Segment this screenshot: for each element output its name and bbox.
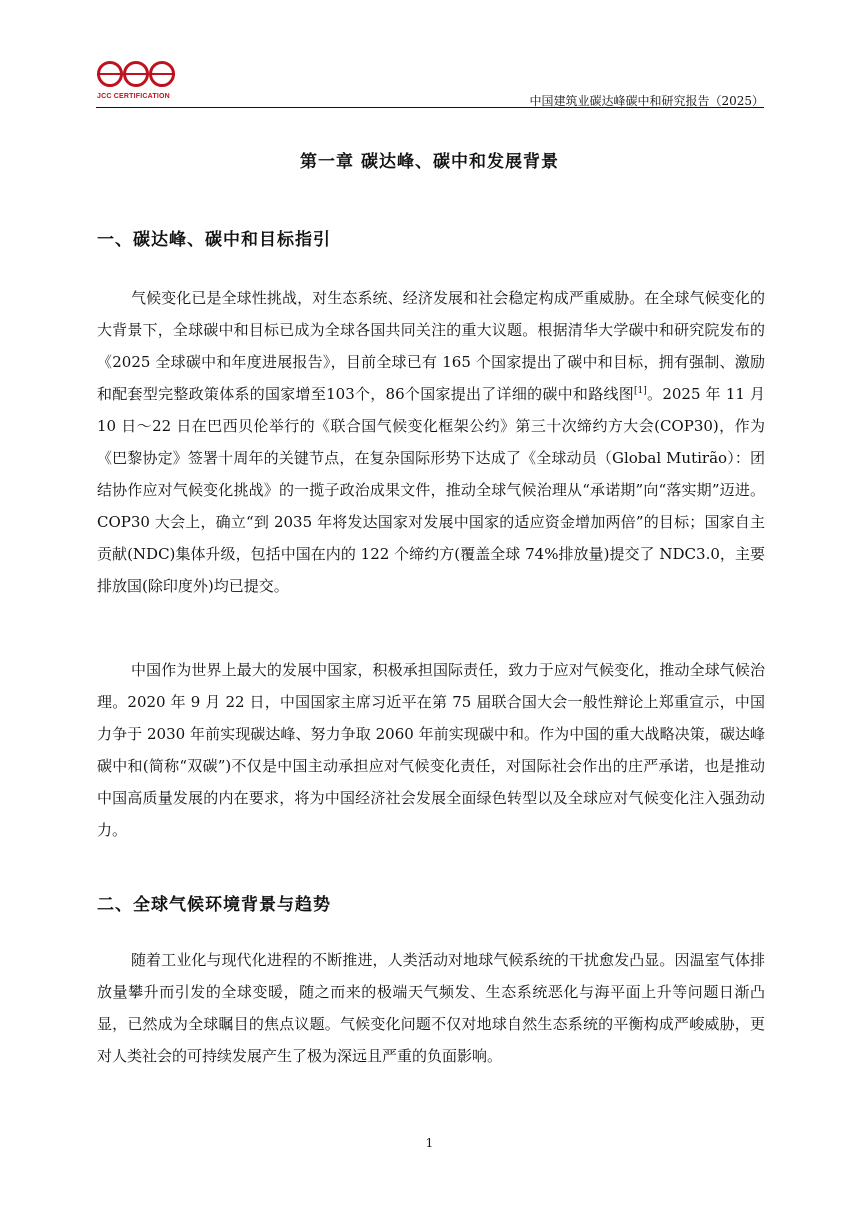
page-number: 1 bbox=[425, 1136, 434, 1150]
citation-ref: [1] bbox=[634, 386, 647, 396]
section-2-heading: 二、全球气候环境背景与趋势 bbox=[97, 895, 331, 915]
section-1-paragraph-1 bbox=[97, 282, 765, 602]
running-header-title: 中国建筑业碳达峰碳中和研究报告（2025） bbox=[529, 94, 764, 108]
paragraph-text-continued: 。2025 年 11 月 10 日～22 日在巴西贝伦举行的《联合国气候变化框架公约》第三十次缔约方大会(COP30)，作为《巴黎协定》签署十周年的关键节点，在复杂国际形势下达成了《全球动员（Global Mutirão）：团结协作应对气候变化挑战》的一揽子政治成果文件，推动全球气候治理从“承诺期”向“落实期”迈进。COP30 大会上，确立“到 2035 年将发达国家对发展中国家的适应资金增加两倍”的目标；国家自主贡献(NDC)集体升级，包括中国在内的 122 个缔约方(覆盖全球 74%排放量)提交了 NDC3.0，主要排放国(除印度外)均已提交。 bbox=[97, 385, 765, 595]
paragraph-text: 气候变化已是全球性挑战，对生态系统、经济发展和社会稳定构成严重威胁。在全球气候变化的大背景下，全球碳中和目标已成为全球各国共同关注的重大议题。根据清华大学碳中和研究院发布的《2025 全球碳中和年度进展报告》，目前全球已有 165 个国家提出了碳中和目标，拥有强制、激励和配套型完整政策体系的国家增至103个，86个国家提出了详细的碳中和路线图 bbox=[97, 289, 765, 403]
logo-text: JCC CERTIFICATION bbox=[97, 93, 170, 100]
section-2-paragraph-1: 随着工业化与现代化进程的不断推进，人类活动对地球气候系统的干扰愈发凸显。因温室气体排放量攀升而引发的全球变暖，随之而来的极端天气频发、生态系统恶化与海平面上升等问题日渐凸显，已然成为全球瞩目的焦点议题。气候变化问题不仅对地球自然生态系统的平衡构成严峻威胁，更对人类社会的可持续发展产生了极为深远且严重的负面影响。 bbox=[97, 951, 765, 1065]
section-1-heading: 一、碳达峰、碳中和目标指引 bbox=[97, 230, 331, 250]
chapter-title: 第一章 碳达峰、碳中和发展背景 bbox=[300, 152, 559, 172]
three-rings-icon bbox=[96, 58, 176, 92]
section-1-paragraph-2: 中国作为世界上最大的发展中国家，积极承担国际责任，致力于应对气候变化，推动全球气候治理。2020 年 9 月 22 日，中国国家主席习近平在第 75 届联合国大会一般性辩论上郑重宣示，中国力争于 2030 年前实现碳达峰、努力争取 2060 年前实现碳中和。作为中国的重大战略决策，碳达峰碳中和(简称“双碳”)不仅是中国主动承担应对气候变化责任，对国际社会作出的庄严承诺，也是推动中国高质量发展的内在要求，将为中国经济社会发展全面绿色转型以及全球应对气候变化注入强劲动力。 bbox=[97, 661, 765, 839]
header-rule bbox=[96, 107, 764, 108]
